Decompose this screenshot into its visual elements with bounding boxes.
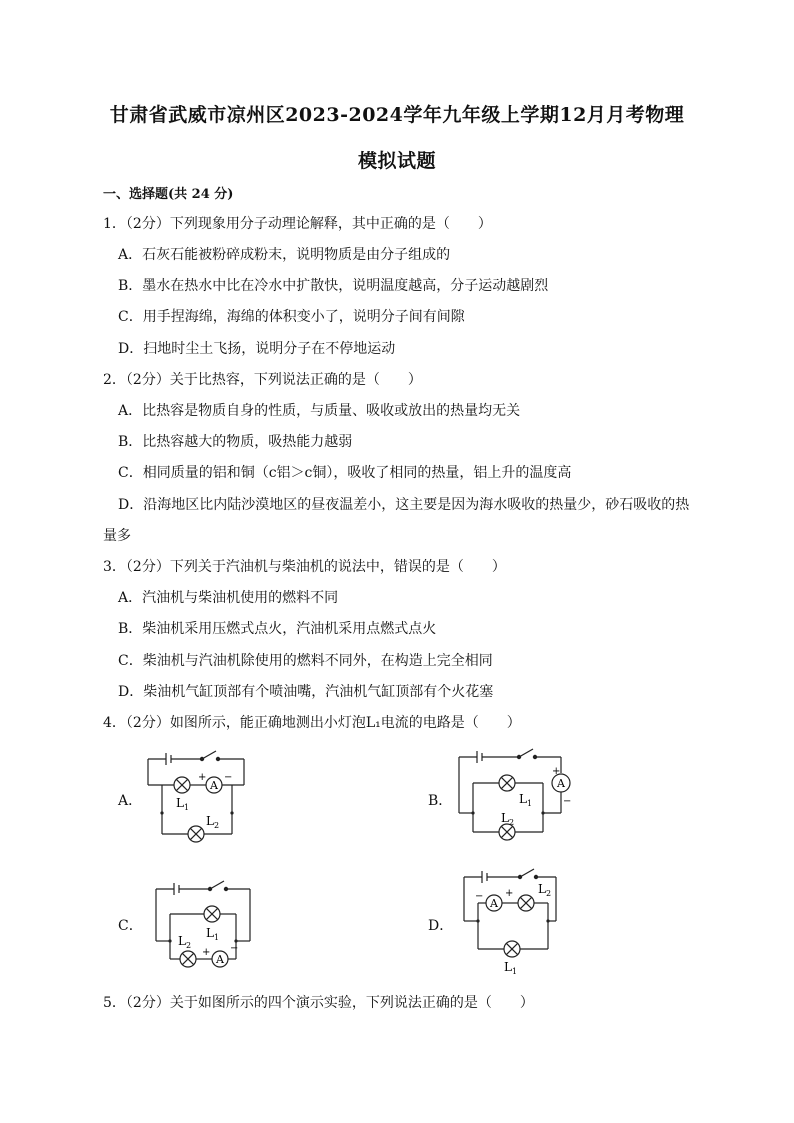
circuit-b-l1-sub: 1 bbox=[527, 799, 533, 808]
circuit-a-l1: L bbox=[176, 796, 184, 810]
question-3-option-a: A．汽油机与柴油机使用的燃料不同 bbox=[118, 590, 339, 606]
circuit-b-plus: + bbox=[552, 766, 561, 777]
circuit-c-diagram bbox=[148, 877, 260, 977]
circuit-b-diagram bbox=[455, 745, 580, 850]
question-2-option-d: D．沿海地区比内陆沙漠地区的昼夜温差小，这主要是因为海水吸收的热量少，砂石吸收的热 bbox=[118, 497, 690, 513]
circuit-d-ammeter: A bbox=[490, 897, 498, 910]
question-3-option-c: C．柴油机与汽油机除使用的燃料不同外，在构造上完全相同 bbox=[118, 653, 493, 669]
circuit-d-label: D． bbox=[428, 918, 454, 934]
circuit-a-ammeter: A bbox=[210, 779, 218, 792]
circuit-b-label: B． bbox=[428, 793, 453, 809]
question-3-stem: 3．（2分）下列关于汽油机与柴油机的说法中，错误的是（ ） bbox=[103, 559, 506, 575]
question-2-option-b: B．比热容越大的物质，吸热能力越弱 bbox=[118, 434, 353, 450]
document-subtitle: 模拟试题 bbox=[357, 150, 436, 172]
circuit-c-plus: + bbox=[202, 947, 211, 958]
question-2-stem: 2．（2分）关于比热容，下列说法正确的是（ ） bbox=[103, 372, 422, 388]
circuit-c-l2-sub: 2 bbox=[186, 941, 192, 950]
circuit-c-l1-sub: 1 bbox=[214, 933, 220, 942]
circuit-d-diagram bbox=[458, 863, 570, 978]
question-4-stem: 4．（2分）如图所示，能正确地测出小灯泡L₁电流的电路是（ ） bbox=[103, 715, 521, 731]
circuit-a-diagram bbox=[140, 745, 260, 850]
question-1-option-a: A．石灰石能被粉碎成粉末，说明物质是由分子组成的 bbox=[118, 247, 451, 263]
circuit-d-l1: L bbox=[504, 960, 512, 974]
circuit-a-l2-sub: 2 bbox=[214, 821, 220, 830]
circuit-b-ammeter: A bbox=[557, 777, 565, 790]
circuit-d-minus: − bbox=[475, 891, 484, 902]
document-title: 甘肃省武威市凉州区2023-2024学年九年级上学期12月月考物理 bbox=[109, 104, 685, 126]
circuit-c-minus: − bbox=[230, 943, 239, 954]
circuit-a-label: A． bbox=[118, 793, 143, 809]
question-2-option-d-continuation: 量多 bbox=[103, 528, 131, 544]
question-3-option-b: B．柴油机采用压燃式点火，汽油机采用点燃式点火 bbox=[118, 621, 437, 637]
question-2-option-c: C．相同质量的铝和铜（c铝＞c铜），吸收了相同的热量，铝上升的温度高 bbox=[118, 465, 572, 481]
circuit-a-plus: + bbox=[198, 772, 207, 783]
circuit-d-l1-sub: 1 bbox=[512, 967, 518, 976]
question-1-stem: 1．（2分）下列现象用分子动理论解释，其中正确的是（ ） bbox=[103, 216, 492, 232]
circuit-d-l2-sub: 2 bbox=[546, 889, 552, 898]
circuit-b-minus: − bbox=[563, 796, 572, 807]
question-2-option-a: A．比热容是物质自身的性质，与质量、吸收或放出的热量均无关 bbox=[118, 403, 521, 419]
question-1-option-c: C．用手捏海绵，海绵的体积变小了，说明分子间有间隙 bbox=[118, 309, 465, 325]
circuit-a-l2: L bbox=[206, 814, 214, 828]
circuit-c-ammeter: A bbox=[216, 953, 224, 966]
question-1-option-b: B．墨水在热水中比在冷水中扩散快，说明温度越高，分子运动越剧烈 bbox=[118, 278, 549, 294]
question-5-stem: 5．（2分）关于如图所示的四个演示实验，下列说法正确的是（ ） bbox=[103, 995, 534, 1011]
circuit-c-l1: L bbox=[206, 926, 214, 940]
circuit-b-l2: L bbox=[501, 811, 509, 825]
section-heading: 一、选择题(共 24 分) bbox=[103, 187, 234, 202]
circuit-c-label: C． bbox=[118, 918, 143, 934]
circuit-b-l2-sub: 2 bbox=[509, 818, 515, 827]
circuit-d-plus: + bbox=[505, 888, 514, 899]
circuit-d-l2: L bbox=[538, 882, 546, 896]
circuit-a-minus: − bbox=[224, 772, 233, 783]
circuit-b-l1: L bbox=[519, 792, 527, 806]
question-1-option-d: D．扫地时尘土飞扬，说明分子在不停地运动 bbox=[118, 341, 396, 357]
question-3-option-d: D．柴油机气缸顶部有个喷油嘴，汽油机气缸顶部有个火花塞 bbox=[118, 684, 494, 700]
circuit-a-l1-sub: 1 bbox=[184, 803, 190, 812]
circuit-c-l2: L bbox=[178, 934, 186, 948]
